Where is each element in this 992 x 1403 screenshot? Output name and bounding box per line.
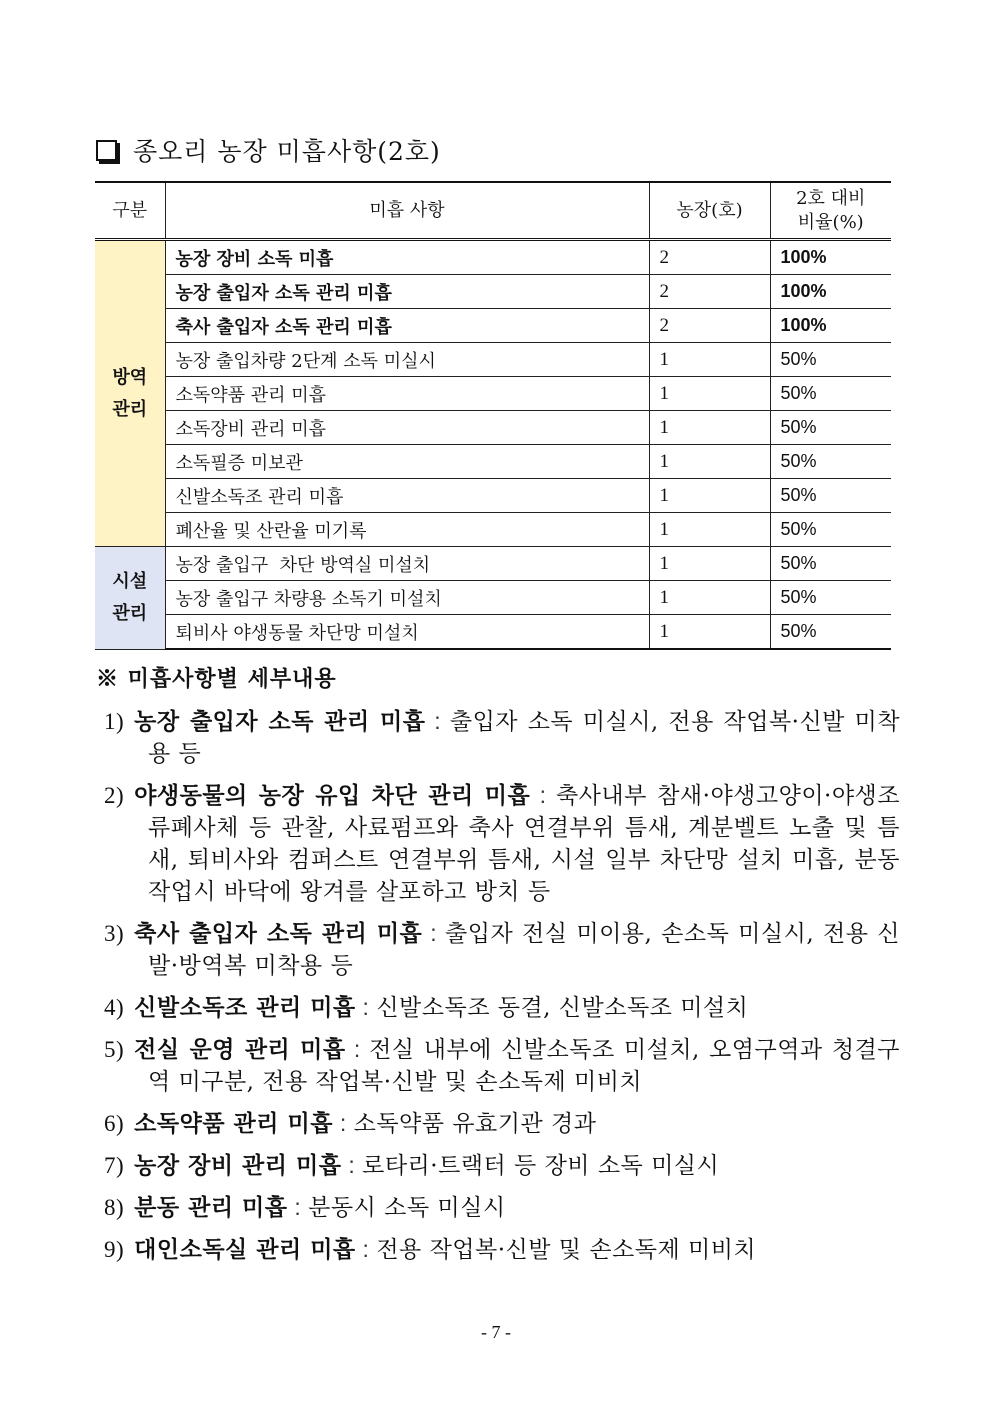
note-title: ※ 미흡사항별 세부내용 bbox=[96, 666, 337, 692]
detail-title: 야생동물의 농장 유입 차단 관리 미흡 bbox=[134, 782, 531, 809]
detail-title: 분동 관리 미흡 bbox=[134, 1194, 288, 1221]
category-cell: 시설 관리 bbox=[95, 547, 165, 650]
item-cell: 농장 출입구 차량용 소독기 미설치 bbox=[165, 581, 649, 615]
farms-cell: 1 bbox=[649, 411, 770, 445]
detail-number: 8) bbox=[104, 1195, 125, 1220]
detail-title: 농장 장비 관리 미흡 bbox=[134, 1152, 342, 1179]
detail-item bbox=[104, 1107, 900, 1140]
table-body bbox=[95, 240, 891, 650]
detail-item bbox=[104, 917, 900, 982]
detail-number: 4) bbox=[104, 995, 125, 1020]
detail-item bbox=[104, 1149, 900, 1182]
detail-title: 신발소독조 관리 미흡 bbox=[134, 994, 356, 1021]
item-cell: 농장 장비 소독 미흡 bbox=[165, 240, 649, 275]
rate-cell: 50% bbox=[770, 479, 891, 513]
item-cell: 농장 출입자 소독 관리 미흡 bbox=[165, 275, 649, 309]
detail-text: 출입자 전실 미이용, 손소독 미실시, 전용 신발·방역복 미착용 등 bbox=[148, 921, 900, 979]
item-cell: 소독장비 관리 미흡 bbox=[165, 411, 649, 445]
detail-item bbox=[104, 1233, 900, 1266]
deficiency-table bbox=[95, 181, 891, 650]
detail-number: 3) bbox=[104, 921, 125, 946]
table-row bbox=[95, 309, 891, 343]
section-heading bbox=[96, 132, 441, 168]
rate-cell: 50% bbox=[770, 377, 891, 411]
item-cell: 농장 출입차량 2단계 소독 미실시 bbox=[165, 343, 649, 377]
detail-text: 출입자 소독 미실시, 전용 작업복·신발 미착용 등 bbox=[148, 709, 900, 767]
item-cell: 폐산율 및 산란율 미기록 bbox=[165, 513, 649, 547]
farms-cell: 1 bbox=[649, 377, 770, 411]
detail-title: 대인소독실 관리 미흡 bbox=[134, 1236, 356, 1263]
detail-item bbox=[104, 705, 900, 770]
farms-cell: 1 bbox=[649, 445, 770, 479]
detail-item bbox=[104, 1033, 900, 1098]
rate-cell: 50% bbox=[770, 547, 891, 581]
header-item: 미흡 사항 bbox=[165, 182, 649, 240]
detail-separator: : bbox=[530, 782, 556, 808]
detail-text: 신발소독조 동결, 신발소독조 미설치 bbox=[376, 995, 749, 1021]
detail-item bbox=[104, 991, 900, 1024]
detail-title: 농장 출입자 소독 관리 미흡 bbox=[134, 708, 426, 735]
detail-separator: : bbox=[355, 994, 377, 1020]
detail-separator: : bbox=[341, 1152, 363, 1178]
farms-cell: 2 bbox=[649, 275, 770, 309]
rate-cell: 100% bbox=[770, 275, 891, 309]
item-cell: 소독필증 미보관 bbox=[165, 445, 649, 479]
table-row bbox=[95, 445, 891, 479]
detail-separator: : bbox=[425, 708, 450, 734]
header-farms: 농장(호) bbox=[649, 182, 770, 240]
rate-cell: 50% bbox=[770, 615, 891, 650]
square-checkbox-icon bbox=[96, 140, 117, 161]
farms-cell: 1 bbox=[649, 547, 770, 581]
table-row bbox=[95, 615, 891, 650]
rate-cell: 50% bbox=[770, 445, 891, 479]
detail-item bbox=[104, 1191, 900, 1224]
table-row bbox=[95, 411, 891, 445]
rate-cell: 100% bbox=[770, 240, 891, 275]
table-row bbox=[95, 377, 891, 411]
item-cell: 농장 출입구 차단 방역실 미설치 bbox=[165, 547, 649, 581]
detail-separator: : bbox=[287, 1194, 309, 1220]
item-cell: 퇴비사 야생동물 차단망 미설치 bbox=[165, 615, 649, 650]
farms-cell: 1 bbox=[649, 615, 770, 650]
detail-separator: : bbox=[355, 1236, 377, 1262]
farms-cell: 1 bbox=[649, 581, 770, 615]
rate-cell: 50% bbox=[770, 411, 891, 445]
header-rate: 2호 대비 비율(%) bbox=[770, 182, 891, 240]
heading-text: 종오리 농장 미흡사항(2호) bbox=[133, 137, 441, 166]
table-row bbox=[95, 513, 891, 547]
detail-text: 소독약품 유효기관 경과 bbox=[353, 1111, 597, 1137]
table-row bbox=[95, 343, 891, 377]
detail-separator: : bbox=[332, 1110, 354, 1136]
detail-title: 전실 운영 관리 미흡 bbox=[134, 1036, 346, 1063]
farms-cell: 1 bbox=[649, 513, 770, 547]
item-cell: 소독약품 관리 미흡 bbox=[165, 377, 649, 411]
item-cell: 신발소독조 관리 미흡 bbox=[165, 479, 649, 513]
detail-separator: : bbox=[345, 1036, 370, 1062]
detail-list bbox=[104, 705, 900, 1275]
table-row bbox=[95, 547, 891, 581]
table-row bbox=[95, 479, 891, 513]
rate-cell: 100% bbox=[770, 309, 891, 343]
rate-cell: 50% bbox=[770, 343, 891, 377]
detail-text: 전실 내부에 신발소독조 미설치, 오염구역과 청결구역 미구분, 전용 작업복·신발 및 손소독제 미비치 bbox=[148, 1037, 900, 1095]
detail-text: 축사내부 참새·야생고양이·야생조류폐사체 등 관찰, 사료펌프와 축사 연결부위 틈새, 계분벨트 노출 및 틈새, 퇴비사와 컴퍼스트 연결부위 틈새, 시설 일부 차단망 설치 미흡, 분동 작업시 바닥에 왕겨를 살포하고 방치 등 bbox=[148, 783, 900, 905]
table-row bbox=[95, 581, 891, 615]
detail-text: 전용 작업복·신발 및 손소독제 미비치 bbox=[376, 1237, 757, 1263]
farms-cell: 1 bbox=[649, 343, 770, 377]
detail-number: 9) bbox=[104, 1237, 125, 1262]
detail-text: 로타리·트랙터 등 장비 소독 미실시 bbox=[362, 1153, 720, 1179]
rate-cell: 50% bbox=[770, 513, 891, 547]
detail-number: 2) bbox=[104, 783, 125, 808]
detail-number: 6) bbox=[104, 1111, 125, 1136]
table-header-row bbox=[95, 182, 891, 240]
page-number: - 7 - bbox=[481, 1322, 511, 1342]
detail-number: 7) bbox=[104, 1153, 125, 1178]
category-cell: 방역 관리 bbox=[95, 240, 165, 547]
detail-number: 1) bbox=[104, 709, 125, 734]
detail-number: 5) bbox=[104, 1037, 125, 1062]
detail-title: 축사 출입자 소독 관리 미흡 bbox=[134, 920, 423, 947]
detail-item bbox=[104, 779, 900, 908]
farms-cell: 2 bbox=[649, 309, 770, 343]
header-category: 구분 bbox=[95, 182, 165, 240]
detail-text: 분동시 소독 미실시 bbox=[308, 1195, 506, 1221]
farms-cell: 1 bbox=[649, 479, 770, 513]
farms-cell: 2 bbox=[649, 240, 770, 275]
table-row bbox=[95, 275, 891, 309]
detail-title: 소독약품 관리 미흡 bbox=[134, 1110, 333, 1137]
detail-separator: : bbox=[422, 920, 446, 946]
rate-cell: 50% bbox=[770, 581, 891, 615]
item-cell: 축사 출입자 소독 관리 미흡 bbox=[165, 309, 649, 343]
table-row bbox=[95, 240, 891, 275]
